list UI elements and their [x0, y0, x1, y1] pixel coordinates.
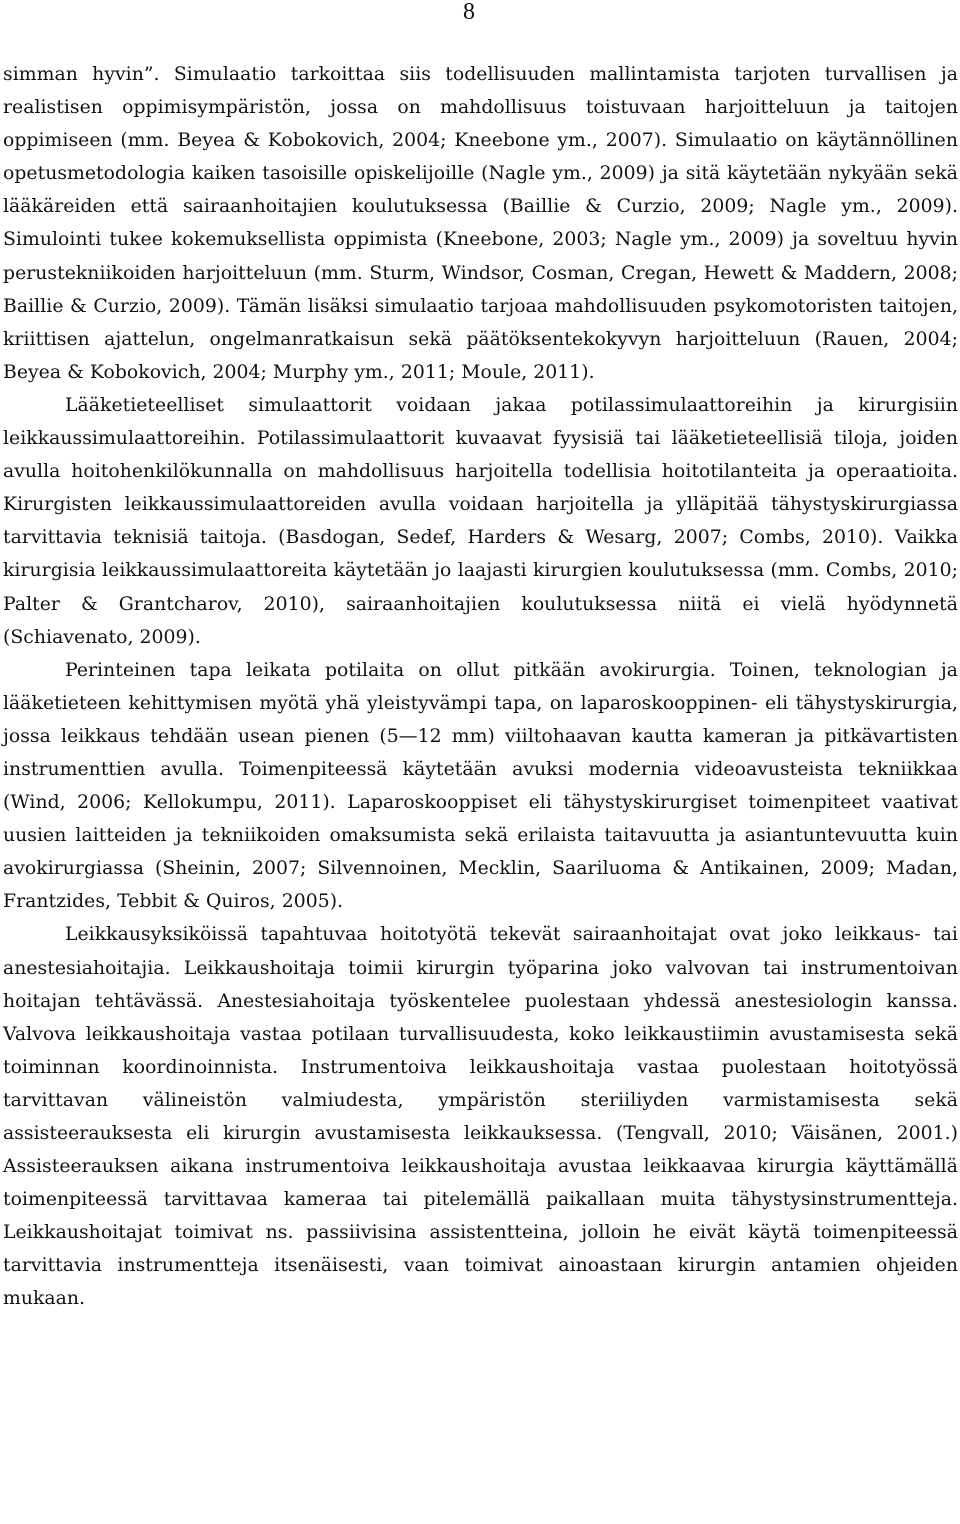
- paragraph-surgical-nurses: Leikkausyksiköissä tapahtuvaa hoitotyötä tekevät sairaanhoitajat ovat joko leikkaus- tai anestesiahoitajia. Leikkaushoitaja toimii kirurgin työparina joko valvovan tai instrumentoivan hoitajan tehtävässä. Anestesiahoitaja työskentelee puolestaan yhdessä anestesiologin kanssa. Valvova leikkaushoitaja vastaa potilaan turvallisuudesta, koko leikkaustiimin avustamisesta sekä toiminnan koordinoinnista. Instrumentoiva leikkaushoitaja vastaa puolestaan hoitotyössä tarvittavan välineistön valmiudesta, ympäristön steriiliyden varmistamisesta sekä assisteerauksesta eli kirurgin avustamisesta leikkauksessa. (Tengvall, 2010; Väisänen, 2001.) Assisteerauksen aikana instrumentoiva leikkaushoitaja avustaa leikkaavaa kirurgia käyttämällä toimenpiteessä tarvittavaa kameraa tai pitelemällä paikallaan muita tähystysinstrumentteja. Leikkaushoitajat toimivat ns. passiivisina assistentteina, jolloin he eivät käytä toimenpiteessä tarvittavia instrumentteja itsenäisesti, vaan toimivat ainoastaan kirurgin antamien ohjeiden mukaan.: [3, 924, 958, 1310]
- paragraph-medical-simulators: Lääketieteelliset simulaattorit voidaan jakaa potilassimulaattoreihin ja kirurgisiin leikkaussimulaattoreihin. Potilassimulaattorit kuvaavat fyysisiä tai lääketieteellisiä tiloja, joiden avulla hoitohenkilökunnalla on mahdollisuus harjoitella todellisia hoitotilanteita ja operaatioita. Kirurgisten leikkaussimulaattoreiden avulla voidaan harjoitella ja ylläpitää tähystyskirurgiassa tarvittavia teknisiä taitoja. (Basdogan, Sedef, Harders & Wesarg, 2007; Combs, 2010). Vaikka kirurgisia leikkaussimulaattoreita käytetään jo laajasti kirurgien koulutuksessa (mm. Combs, 2010; Palter & Grantcharov, 2010), sairaanhoitajien koulutuksessa niitä ei vielä hyödynnetä (Schiavenato, 2009).: [3, 394, 958, 648]
- page-number: 8: [463, 0, 475, 25]
- paragraph-simulation-intro: simman hyvin”. Simulaatio tarkoittaa siis todellisuuden mallintamista tarjoten turvallisen ja realistisen oppimisympäristön, jossa on mahdollisuus toistuvaan harjoitteluun ja taitojen oppimiseen (mm. Beyea & Kobokovich, 2004; Kneebone ym., 2007). Simulaatio on käytännöllinen opetusmetodologia kaiken tasoisille opiskelijoille (Nagle ym., 2009) ja sitä käytetään nykyään sekä lääkäreiden että sairaanhoitajien koulutuksessa (Baillie & Curzio, 2009; Nagle ym., 2009). Simulointi tukee kokemuksellista oppimista (Kneebone, 2003; Nagle ym., 2009) ja soveltuu hyvin perustekniikoiden harjoitteluun (mm. Sturm, Windsor, Cosman, Cregan, Hewett & Maddern, 2008; Baillie & Curzio, 2009). Tämän lisäksi simulaatio tarjoaa mahdollisuuden psykomotoristen taitojen, kriittisen ajattelun, ongelmanratkaisun sekä päätöksentekokyvyn harjoitteluun (Rauen, 2004; Beyea & Kobokovich, 2004; Murphy ym., 2011; Moule, 2011).: [3, 64, 958, 383]
- paragraph-laparoscopic-surgery: Perinteinen tapa leikata potilaita on ollut pitkään avokirurgia. Toinen, teknologian ja lääketieteen kehittymisen myötä yhä yleistyvämpi tapa, on laparoskooppinen- eli tähystyskirurgia, jossa leikkaus tehdään usean pienen (5—12 mm) viiltohaavan kautta kameran ja pitkävartisten instrumenttien avulla. Toimenpiteessä käytetään avuksi modernia videoavusteista tekniikkaa (Wind, 2006; Kellokumpu, 2011). Laparoskooppiset eli tähystyskirurgiset toimenpiteet vaativat uusien laitteiden ja tekniikoiden omaksumista sekä erilaista taitavuutta ja asiantuntevuutta kuin avokirurgiassa (Sheinin, 2007; Silvennoinen, Mecklin, Saariluoma & Antikainen, 2009; Madan, Frantzides, Tebbit & Quiros, 2005).: [3, 659, 958, 913]
- body-text: [3, 58, 958, 1316]
